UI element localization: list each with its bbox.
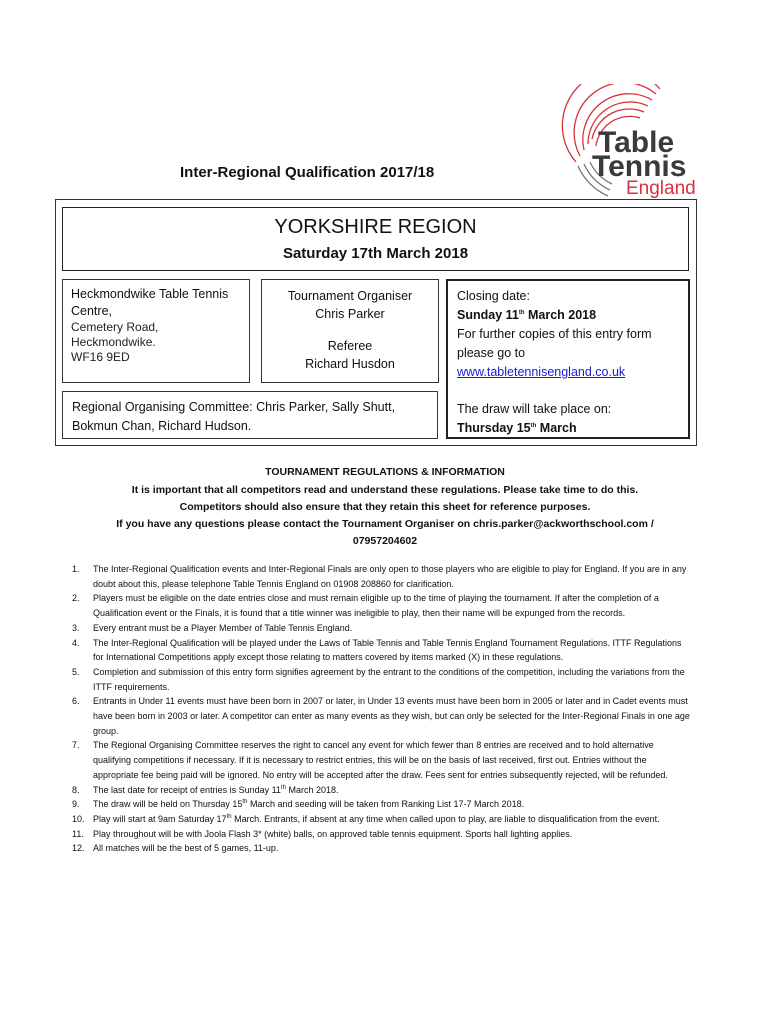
regulation-text: The draw will be held on Thursday 15th March and seeding will be taken from Ranking List 17-7 March 2018. bbox=[93, 799, 525, 810]
regulation-text: Play will start at 9am Saturday 17th March. Entrants, if absent at any time when called upon to play, are liable to disqualification from the event. bbox=[93, 813, 660, 824]
regulation-item bbox=[72, 694, 692, 738]
venue-address-line1: Cemetery Road, bbox=[71, 320, 159, 334]
regulation-number: 1. bbox=[72, 564, 80, 574]
region-title: YORKSHIRE REGION bbox=[274, 216, 477, 238]
regulations-intro-2: Competitors should also ensure that they retain this sheet for reference purposes. bbox=[179, 501, 591, 513]
regulation-item bbox=[72, 738, 692, 782]
venue-address-line2: Heckmondwike. bbox=[71, 335, 156, 349]
regulation-text: Every entrant must be a Player Member of Table Tennis England. bbox=[93, 622, 353, 633]
officials-box bbox=[261, 279, 439, 383]
document-heading: Inter-Regional Qualification 2017/18 bbox=[180, 164, 435, 181]
regulation-number: 4. bbox=[72, 637, 80, 648]
regulations-intro-1: It is important that all competitors read and understand these regulations. Please take time to do this. bbox=[131, 484, 639, 496]
regulation-number: 6. bbox=[72, 696, 80, 707]
regulation-item bbox=[72, 812, 692, 827]
regulation-text: Entrants in Under 11 events must have been born in 2007 or later, in Under 13 events must have been born in 2005 or later and in Cadet events must have been born in 2003 or later. A competitor can enter as many events as they wish, but can only be selected for the Inter-Regional Finals in one age group. bbox=[93, 696, 690, 736]
regulation-number: 9. bbox=[72, 799, 80, 810]
regulation-text: The Inter-Regional Qualification events and Inter-Regional Finals are only open to those players who are eligible to play for England. If you are in any doubt about this, please telephone Table Tennis England on 01908 208860 for clarification. bbox=[93, 564, 687, 589]
region-date: Saturday 17th March 2018 bbox=[282, 245, 469, 262]
regulation-item bbox=[72, 797, 692, 812]
regulation-number: 2. bbox=[72, 593, 80, 604]
region-box bbox=[62, 207, 689, 271]
logo-line1: Table bbox=[598, 126, 675, 159]
regulation-item bbox=[72, 636, 692, 665]
regulation-item bbox=[72, 621, 692, 636]
referee-label: Referee bbox=[327, 339, 373, 353]
venue-name-line1: Heckmondwike Table Tennis bbox=[71, 287, 229, 301]
regulation-text: The Inter-Regional Qualification will be played under the Laws of Table Tennis and Table Tennis England Tournament Regulations. ITTF Regulations for International Competitions apply except those relating to matters covered by items marked (X) in these regulations. bbox=[93, 637, 682, 663]
regulation-number: 12. bbox=[72, 843, 85, 854]
regulation-text: Players must be eligible on the date entries close and must remain eligible up to the time of playing the tournament. If after the completion of a Qualification event or the Finals, it is found that a title winner was ineligible to play, then their name will be expunged from the records. bbox=[93, 593, 659, 619]
regulation-item bbox=[72, 591, 692, 620]
regulations-intro-3: If you have any questions please contact the Tournament Organiser on chris.parker@ackworthschool.com / bbox=[116, 518, 654, 530]
regulation-text: All matches will be the best of 5 games, 11-up. bbox=[93, 843, 279, 854]
copies-line1: For further copies of this entry form bbox=[457, 327, 652, 341]
regulations-intro-4: 07957204602 bbox=[352, 535, 418, 547]
regulation-text: The last date for receipt of entries is Sunday 11th March 2018. bbox=[93, 784, 339, 795]
regulation-item bbox=[72, 841, 692, 856]
venue-name-line2: Centre, bbox=[71, 304, 112, 318]
venue-postcode: WF16 9ED bbox=[71, 350, 130, 364]
regulation-number: 10. bbox=[72, 813, 85, 824]
regulation-number: 11. bbox=[72, 828, 84, 839]
draw-date: Thursday 15th March bbox=[457, 421, 577, 435]
regulation-item bbox=[72, 827, 692, 842]
regulation-number: 8. bbox=[72, 784, 80, 795]
regulation-text: The Regional Organising Committee reserves the right to cancel any event for which fewer than 8 entries are received and to hold alternative qualifying competitions if necessary. If it is necessary to restrict entries, this will be on the basis of last received, first out. Entries without the appropriate fee being paid will be ignored. No entry will be accepted after the draw. Fees sent for entries subsequently rejected, will be refunded. bbox=[93, 740, 668, 780]
website-link[interactable]: www.tabletennisengland.co.uk bbox=[457, 365, 626, 379]
referee-name: Richard Husdon bbox=[305, 357, 395, 371]
regulation-text: Completion and submission of this entry form signifies agreement by the entrant to the conditions of the competition, including the variations from the ITTF requirements. bbox=[93, 666, 685, 692]
regulations-title: TOURNAMENT REGULATIONS & INFORMATION bbox=[265, 466, 505, 478]
regulation-item bbox=[72, 562, 692, 591]
regulation-number: 7. bbox=[72, 740, 80, 751]
committee-box: Regional Organising Committee: Chris Parker, Sally Shutt, Bokmun Chan, Richard Hudson. bbox=[62, 391, 438, 439]
regulation-item bbox=[72, 783, 692, 798]
table-tennis-england-logo bbox=[548, 84, 708, 204]
organiser-name: Chris Parker bbox=[315, 307, 385, 321]
regulation-number: 5. bbox=[72, 666, 80, 677]
logo-swirl-icon bbox=[548, 84, 708, 204]
logo-line2: Tennis bbox=[592, 150, 687, 183]
closing-date-box bbox=[446, 279, 690, 439]
draw-label: The draw will take place on: bbox=[457, 402, 612, 416]
logo-line3: England bbox=[626, 178, 696, 199]
regulations-list bbox=[72, 562, 692, 856]
regulation-number: 3. bbox=[72, 622, 80, 633]
closing-date: Sunday 11th March 2018 bbox=[457, 308, 597, 322]
regulation-item bbox=[72, 665, 692, 694]
venue-box bbox=[62, 279, 250, 383]
closing-label: Closing date: bbox=[457, 289, 530, 303]
regulation-text: Play throughout will be with Joola Flash 3* (white) balls, on approved table tennis equipment. Sports hall lighting applies. bbox=[93, 828, 573, 839]
organiser-label: Tournament Organiser bbox=[287, 289, 413, 303]
copies-line2: please go to bbox=[457, 346, 526, 360]
